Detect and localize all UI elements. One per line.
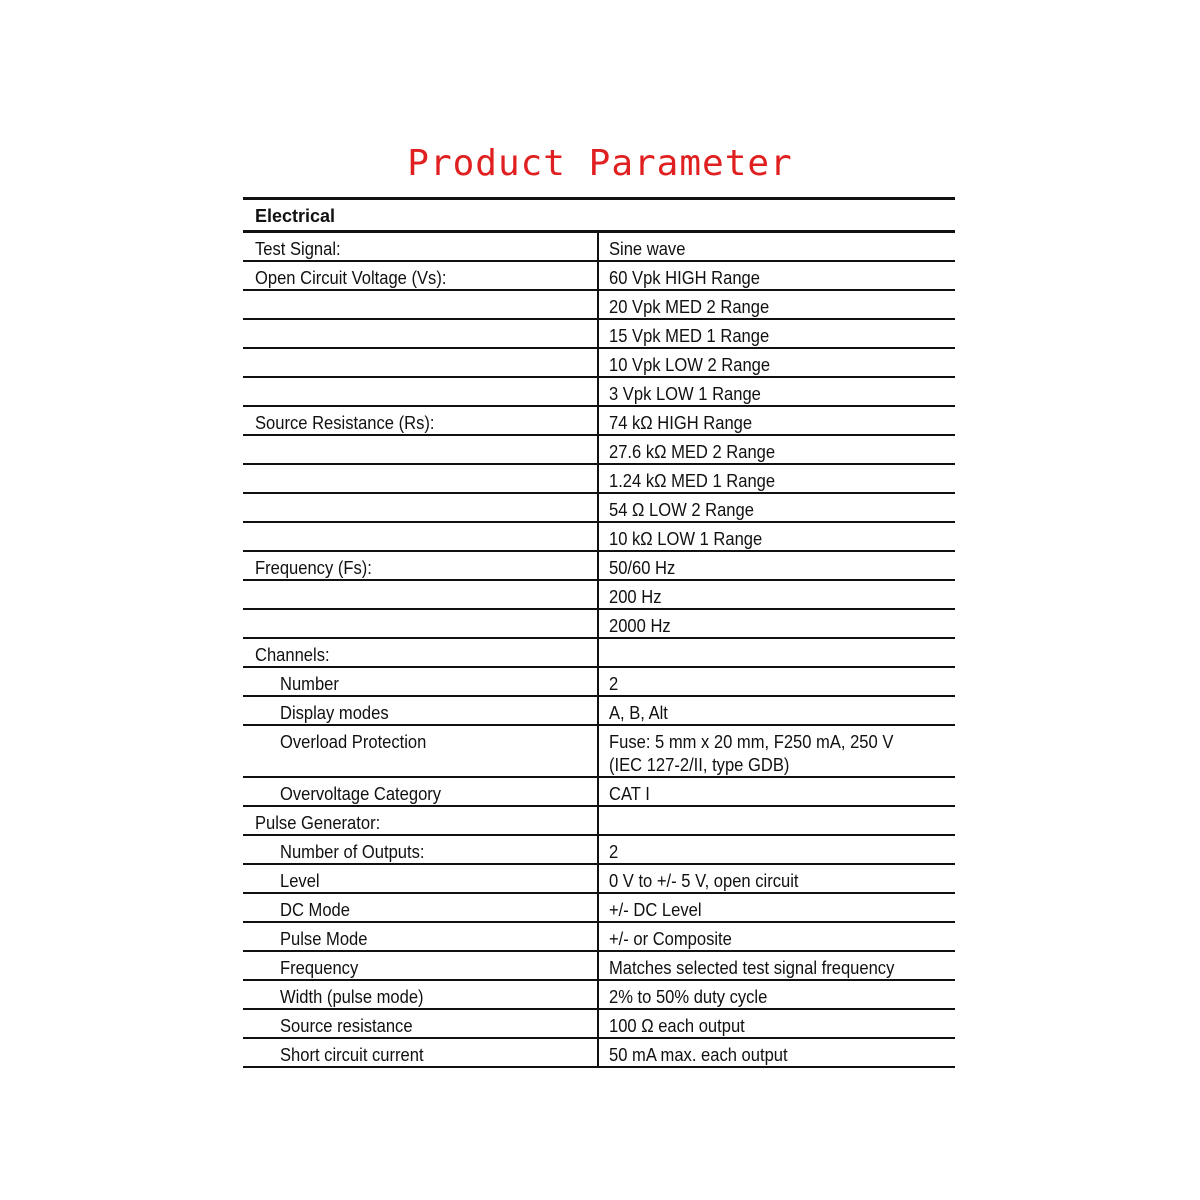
row-value — [599, 1010, 955, 1037]
row-value-text: +/- or Composite — [609, 929, 732, 949]
row-value — [599, 923, 955, 950]
table-row — [243, 726, 955, 778]
table-row — [243, 320, 955, 349]
row-label — [243, 778, 599, 805]
row-label-text: Channels: — [255, 645, 330, 665]
row-value-text: Sine wave — [609, 239, 686, 259]
row-label-text: Pulse Generator: — [255, 813, 381, 833]
table-row — [243, 778, 955, 807]
row-label — [243, 726, 599, 776]
row-value — [599, 436, 955, 463]
row-label-text: Overload Protection — [280, 732, 427, 752]
row-label — [243, 952, 599, 979]
row-value — [599, 320, 955, 347]
row-value — [599, 378, 955, 405]
row-label-text: DC Mode — [280, 900, 350, 920]
spec-rows — [243, 233, 955, 1068]
row-value — [599, 726, 955, 776]
row-value-text: 2% to 50% duty cycle — [609, 987, 768, 1007]
table-row — [243, 494, 955, 523]
table-row — [243, 262, 955, 291]
table-row — [243, 291, 955, 320]
row-value-text: 50/60 Hz — [609, 558, 676, 578]
row-value — [599, 981, 955, 1008]
table-row — [243, 233, 955, 262]
row-label — [243, 494, 599, 521]
row-label — [243, 1010, 599, 1037]
row-label-text: Level — [280, 871, 320, 891]
table-row — [243, 610, 955, 639]
table-row — [243, 378, 955, 407]
table-row — [243, 1039, 955, 1068]
table-row — [243, 1010, 955, 1039]
spec-table — [243, 197, 955, 1068]
table-row — [243, 581, 955, 610]
table-row — [243, 436, 955, 465]
row-value — [599, 778, 955, 805]
row-value-text: CAT I — [609, 784, 650, 804]
row-label-text: Number — [280, 674, 339, 694]
row-value — [599, 523, 955, 550]
page-title: Product Parameter — [407, 143, 793, 184]
row-value — [599, 1039, 955, 1066]
row-value-text: Matches selected test signal frequency — [609, 958, 895, 978]
row-value — [599, 952, 955, 979]
table-row — [243, 697, 955, 726]
row-label — [243, 894, 599, 921]
row-value — [599, 639, 955, 666]
table-row — [243, 865, 955, 894]
row-label-text: Test Signal: — [255, 239, 341, 259]
row-label-text: Width (pulse mode) — [280, 987, 424, 1007]
row-label — [243, 465, 599, 492]
table-row — [243, 923, 955, 952]
row-label-text: Display modes — [280, 703, 389, 723]
row-value-text: 2000 Hz — [609, 616, 671, 636]
row-value — [599, 697, 955, 724]
row-label-text: Open Circuit Voltage (Vs): — [255, 268, 447, 288]
row-value — [599, 494, 955, 521]
row-value — [599, 291, 955, 318]
table-row — [243, 523, 955, 552]
row-value — [599, 465, 955, 492]
table-row — [243, 894, 955, 923]
row-value-text: 2 — [609, 674, 619, 694]
row-value-text: 54 Ω LOW 2 Range — [609, 500, 754, 520]
row-value-text: 100 Ω each output — [609, 1016, 745, 1036]
row-label — [243, 807, 599, 834]
row-label — [243, 523, 599, 550]
row-label — [243, 407, 599, 434]
row-value-text: 27.6 kΩ MED 2 Range — [609, 442, 776, 462]
row-label — [243, 1039, 599, 1066]
row-label-text: Pulse Mode — [280, 929, 368, 949]
row-value — [599, 865, 955, 892]
row-value-text: 10 kΩ LOW 1 Range — [609, 529, 763, 549]
row-value-text: 2 — [609, 842, 619, 862]
row-value-text: Fuse: 5 mm x 20 mm, F250 mA, 250 V (IEC 127-2/II, type GDB) — [609, 732, 894, 775]
row-label — [243, 639, 599, 666]
table-row — [243, 952, 955, 981]
table-row — [243, 349, 955, 378]
row-label — [243, 610, 599, 637]
row-value — [599, 581, 955, 608]
row-value-text: 0 V to +/- 5 V, open circuit — [609, 871, 799, 891]
row-label — [243, 923, 599, 950]
row-value-text: 200 Hz — [609, 587, 662, 607]
row-value — [599, 349, 955, 376]
row-value-text: A, B, Alt — [609, 703, 668, 723]
table-row — [243, 639, 955, 668]
table-row — [243, 836, 955, 865]
row-label-text: Source resistance — [280, 1016, 413, 1036]
row-label-text: Number of Outputs: — [280, 842, 425, 862]
table-row — [243, 981, 955, 1010]
row-label — [243, 981, 599, 1008]
row-label — [243, 581, 599, 608]
row-label-text: Frequency (Fs): — [255, 558, 372, 578]
section-header: Electrical — [243, 200, 955, 233]
table-row — [243, 807, 955, 836]
row-value-text: 60 Vpk HIGH Range — [609, 268, 760, 288]
row-value — [599, 807, 955, 834]
row-value-text: 1.24 kΩ MED 1 Range — [609, 471, 776, 491]
row-label — [243, 668, 599, 695]
row-label-text: Overvoltage Category — [280, 784, 442, 804]
row-label — [243, 291, 599, 318]
row-value-text: 10 Vpk LOW 2 Range — [609, 355, 771, 375]
row-value-text: 15 Vpk MED 1 Range — [609, 326, 770, 346]
row-label — [243, 349, 599, 376]
row-value — [599, 233, 955, 260]
row-value — [599, 610, 955, 637]
row-label-text: Short circuit current — [280, 1045, 424, 1065]
row-label — [243, 262, 599, 289]
table-row — [243, 465, 955, 494]
row-value — [599, 552, 955, 579]
row-value — [599, 836, 955, 863]
table-row — [243, 552, 955, 581]
row-label — [243, 836, 599, 863]
row-label — [243, 552, 599, 579]
row-value-text: 3 Vpk LOW 1 Range — [609, 384, 761, 404]
row-value — [599, 262, 955, 289]
row-value — [599, 407, 955, 434]
row-value-text: 50 mA max. each output — [609, 1045, 788, 1065]
row-label — [243, 697, 599, 724]
row-value — [599, 668, 955, 695]
row-label — [243, 378, 599, 405]
row-value-text: 20 Vpk MED 2 Range — [609, 297, 770, 317]
row-label — [243, 320, 599, 347]
row-label-text: Source Resistance (Rs): — [255, 413, 435, 433]
row-value — [599, 894, 955, 921]
row-label — [243, 865, 599, 892]
row-label — [243, 436, 599, 463]
table-row — [243, 668, 955, 697]
row-value-text: 74 kΩ HIGH Range — [609, 413, 753, 433]
row-label — [243, 233, 599, 260]
row-label-text: Frequency — [280, 958, 359, 978]
row-value-text: +/- DC Level — [609, 900, 702, 920]
table-row — [243, 407, 955, 436]
